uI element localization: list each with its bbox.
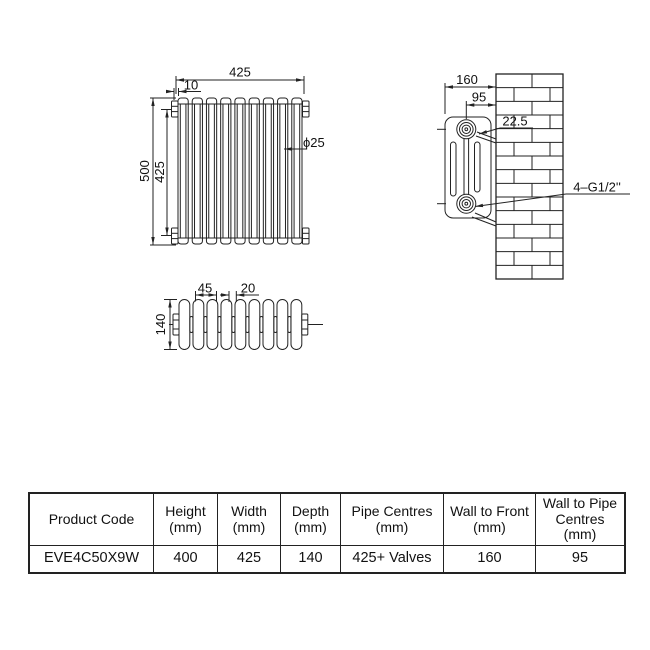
table-row-cell-depth: 140 bbox=[281, 546, 341, 572]
dim-bracket-22-5: 22.5 bbox=[502, 113, 528, 129]
header-cell-pipe-centres: Pipe Centres (mm) bbox=[341, 494, 444, 546]
table-row-cell-wall-to-pipe-centres: 95 bbox=[571, 550, 589, 567]
dim-pipe-centres-425: 425 bbox=[152, 161, 167, 183]
side-view-drawing bbox=[437, 74, 630, 279]
dim-section-pitch-45: 45 bbox=[197, 280, 213, 296]
table-row-cell-width: 425 bbox=[218, 546, 281, 572]
header-cell-depth: Depth (mm) bbox=[281, 494, 341, 546]
header-cell-width: Width (mm) bbox=[218, 494, 281, 546]
label-connections-g half inch: 4–G1/2'' bbox=[573, 179, 621, 195]
header-cell-wall-to-pipe-centres: Wall to Pipe Centres (mm) bbox=[536, 494, 624, 546]
table-row-cell-product-code: EVE4C50X9W bbox=[30, 546, 154, 572]
table-row-cell-wall-to-front: 160 bbox=[444, 546, 536, 572]
header-cell-wall-to-front: Wall to Front (mm) bbox=[444, 494, 536, 546]
dim-depth-140: 140 bbox=[153, 313, 168, 336]
dim-column-diameter: ϕ25 bbox=[303, 135, 325, 150]
table-row-cell-height: 400 bbox=[154, 546, 218, 572]
dim-wall-to-pipe-95: 95 bbox=[471, 89, 487, 105]
header-cell-product-code: Product Code bbox=[30, 494, 154, 546]
dim-column-gap-20: 20 bbox=[240, 280, 256, 296]
dim-top-offset-10: 10 bbox=[183, 77, 199, 93]
dim-wall-to-front-160: 160 bbox=[456, 72, 478, 87]
dim-width-425: 425 bbox=[229, 64, 251, 80]
front-view-drawing bbox=[150, 76, 309, 245]
top-view-drawing bbox=[164, 291, 323, 350]
dim-height-500: 500 bbox=[137, 160, 152, 182]
specification-table bbox=[28, 492, 626, 574]
table-row-cell-pipe-centres: 425+ Valves bbox=[341, 546, 444, 572]
header-cell-height: Height (mm) bbox=[154, 494, 218, 546]
